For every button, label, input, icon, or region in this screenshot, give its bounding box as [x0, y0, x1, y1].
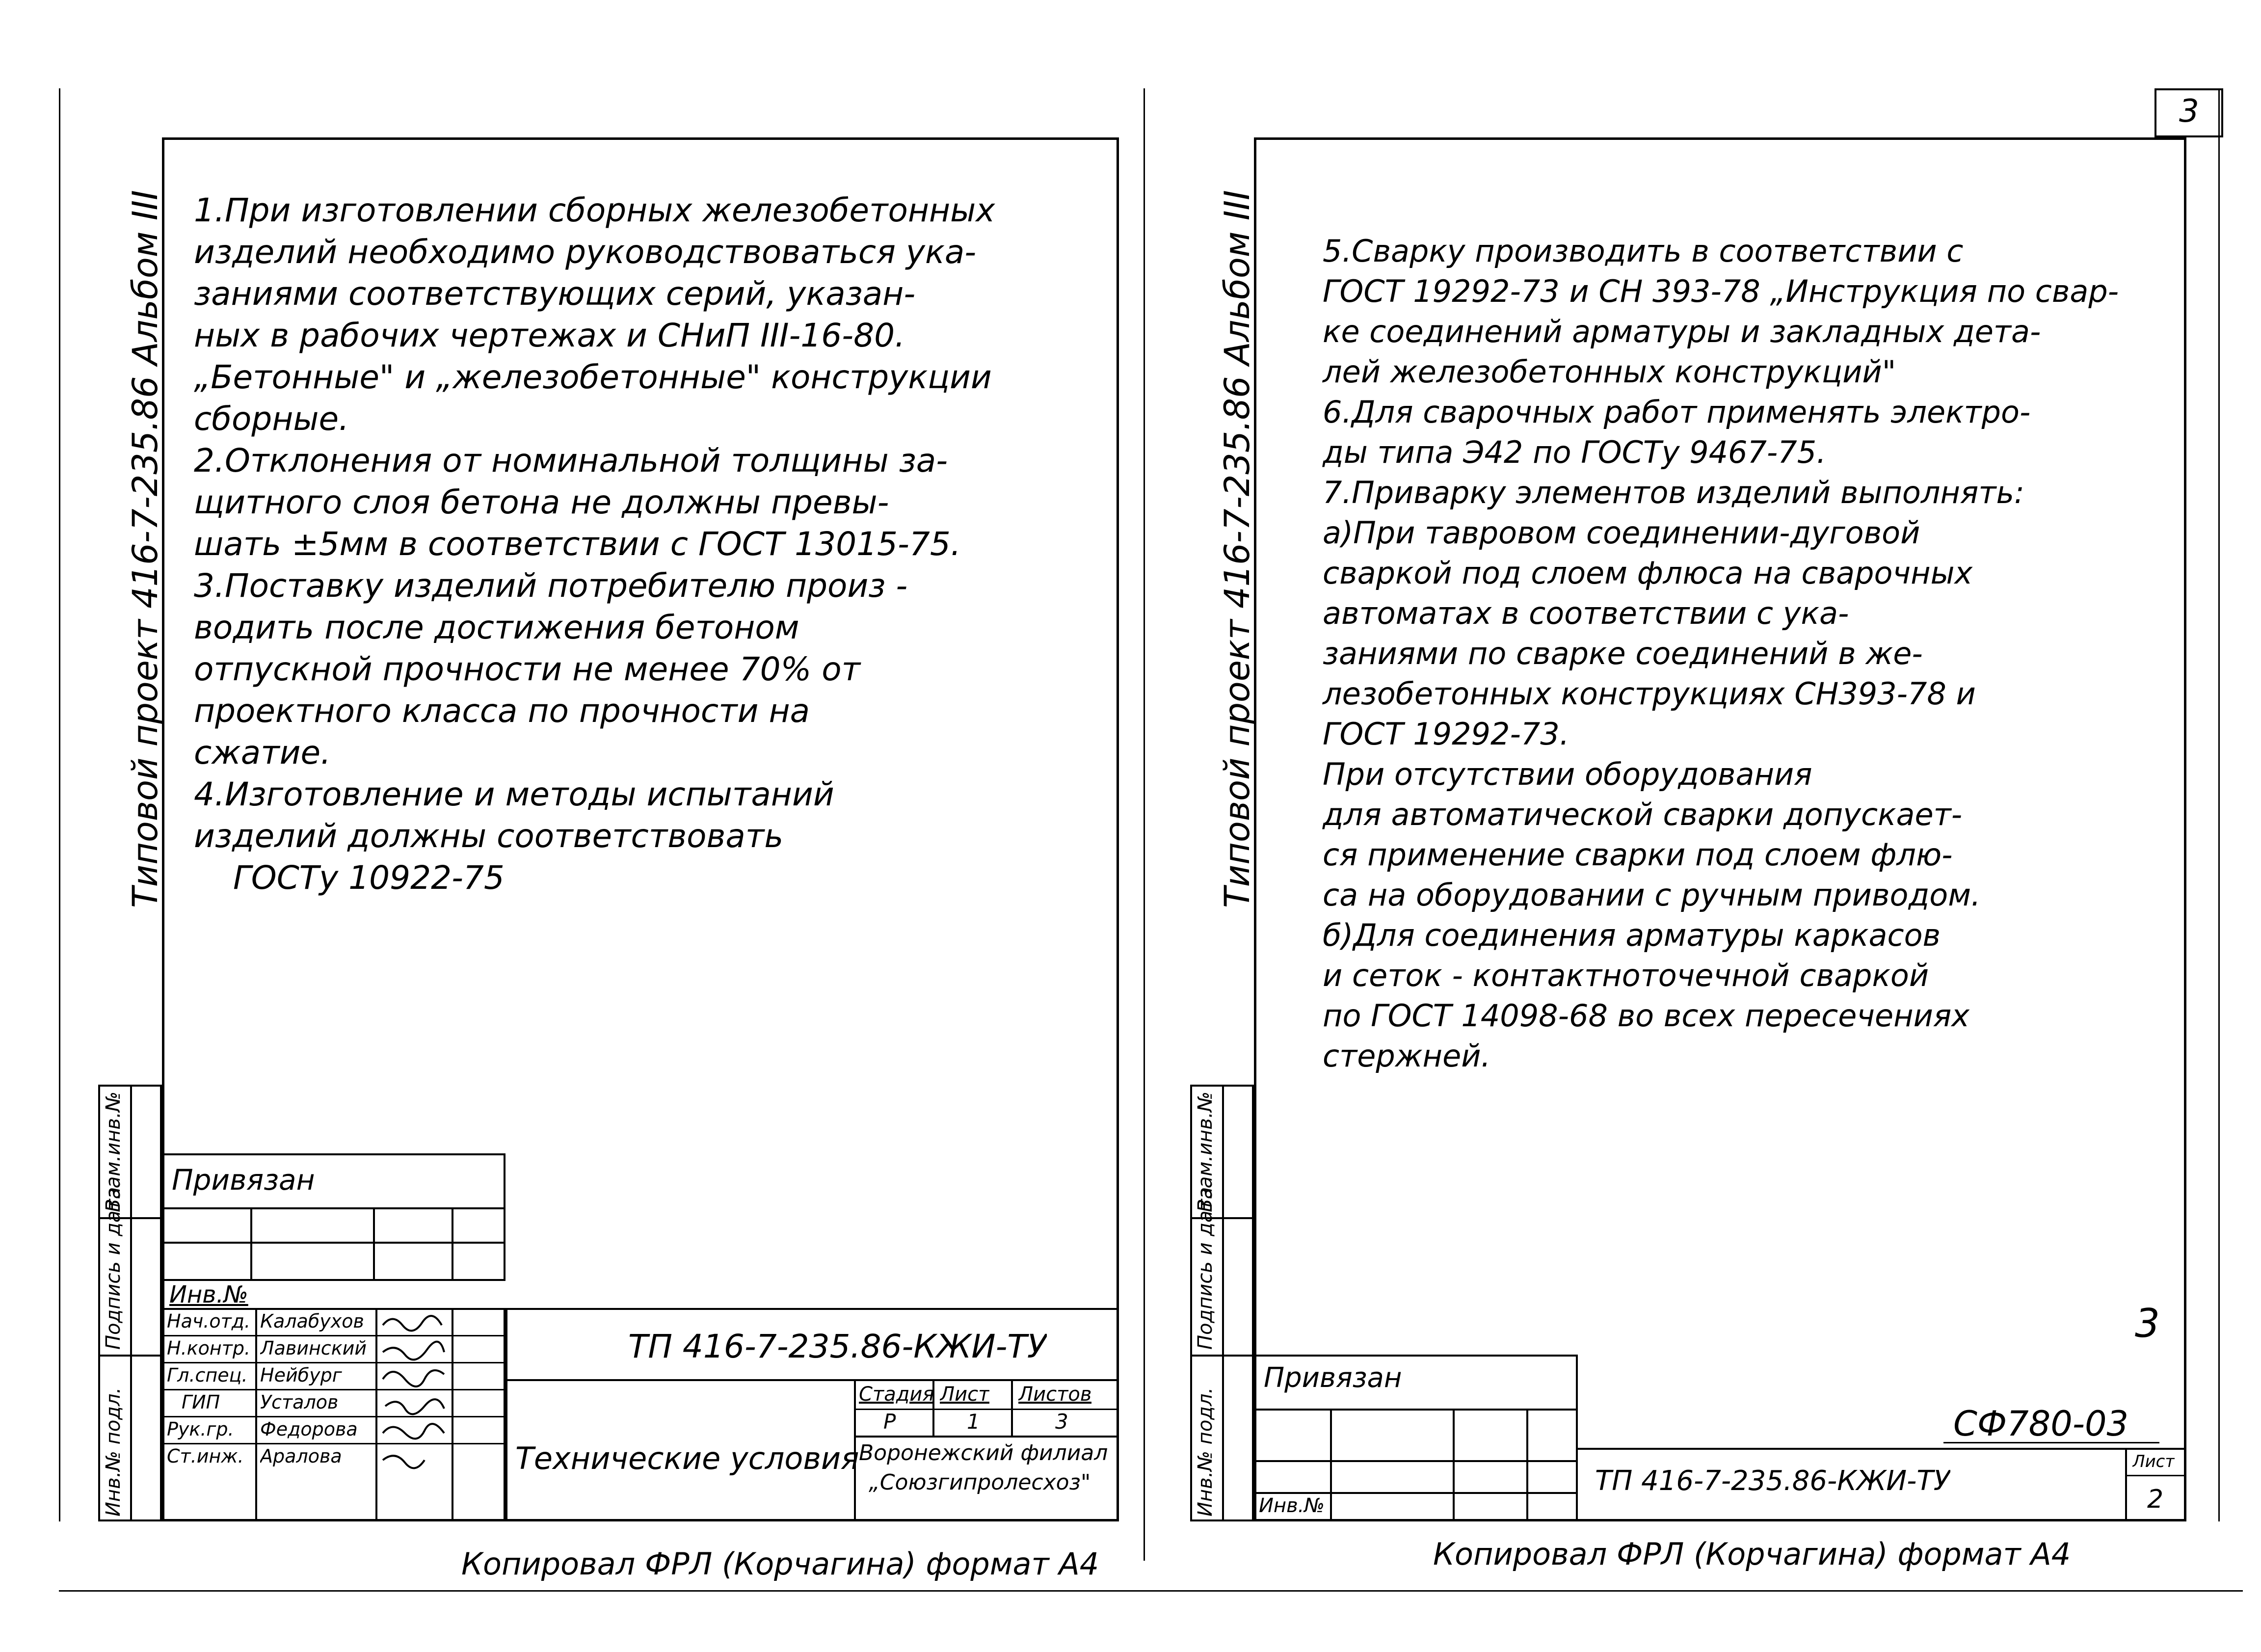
divider	[162, 1207, 505, 1209]
sheets-value: 3	[1055, 1410, 1068, 1434]
text-line: ГОСТу 10922-75	[233, 859, 505, 897]
divider	[375, 1308, 377, 1521]
text-line: б)Для соединения арматуры каркасов	[1323, 917, 1941, 953]
signature-role: Рук.гр.	[167, 1418, 234, 1440]
archive-code: СФ780-03	[1953, 1404, 2129, 1444]
text-line: При отсутствии оборудования	[1323, 756, 1812, 792]
text-line: заниями соответствующих серий, указан-	[194, 275, 916, 313]
divider	[2125, 1448, 2127, 1521]
sheet-value: 1	[967, 1410, 980, 1434]
privyazan-label: Привязан	[1264, 1362, 1402, 1394]
text-line: сваркой под слоем флюса на сварочных	[1323, 555, 1973, 591]
divider	[2125, 1475, 2186, 1476]
divider	[1330, 1409, 1332, 1521]
divider	[162, 1416, 505, 1417]
stamp-side-label: Подпись и дата	[102, 1187, 125, 1350]
text-line: сборные.	[194, 400, 349, 438]
sheet-separator	[1144, 88, 1145, 1561]
signature-name: Нейбург	[260, 1364, 342, 1386]
right-outer-edge	[2218, 88, 2220, 1521]
list-label: Лист	[2132, 1452, 2175, 1471]
text-line: ды типа Э42 по ГОСТу 9467-75.	[1323, 434, 1826, 470]
stage-value: Р	[883, 1410, 896, 1434]
text-line: шать ±5мм в соответствии с ГОСТ 13015-75.	[194, 525, 961, 563]
stamp-side-label: Взам.инв.№	[1194, 1091, 1217, 1212]
org-line-1: Воронежский филиал	[859, 1440, 1108, 1465]
text-line: 4.Изготовление и методы испытаний	[194, 775, 834, 813]
doc-title: Технические условия	[515, 1440, 859, 1476]
text-line: „Бетонные" и „железобетонные" конструкции	[194, 358, 992, 396]
page-mark: 3	[2135, 1301, 2160, 1346]
text-line: стержней.	[1323, 1038, 1491, 1074]
divider	[1526, 1409, 1528, 1521]
divider	[854, 1379, 856, 1521]
text-line: лей железобетонных конструкций"	[1323, 354, 1896, 390]
divider	[130, 1085, 132, 1521]
text-line: сжатие.	[194, 734, 331, 772]
text-line: ся применение сварки под слоем флю-	[1323, 837, 1953, 873]
text-line: лезобетонных конструкциях СН393-78 и	[1323, 676, 1976, 712]
text-line: по ГОСТ 14098-68 во всех пересечениях	[1323, 998, 1969, 1034]
text-line: водить после достижения бетоном	[194, 609, 799, 646]
divider	[162, 1362, 505, 1363]
sheets-label: Листов	[1018, 1383, 1092, 1406]
text-line: 6.Для сварочных работ применять электро-	[1323, 394, 2031, 430]
divider	[255, 1308, 257, 1521]
divider	[1578, 1448, 2186, 1450]
text-line: проектного класса по прочности на	[194, 692, 810, 730]
text-line: ке соединений арматуры и закладных дета-	[1323, 314, 2041, 349]
doc-code: ТП 416-7-235.86-КЖИ-ТУ	[628, 1328, 1047, 1365]
stamp-side-label: Подпись и дата	[1194, 1187, 1217, 1350]
right-body-text	[1323, 233, 2177, 1117]
left-copy-line: Копировал ФРЛ (Корчагина) формат А4	[461, 1546, 1099, 1582]
text-line: и сеток - контактноточечной сваркой	[1323, 958, 1929, 993]
signature-name: Федорова	[260, 1418, 358, 1440]
text-line: ных в рабочих чертежах и СНиП III-16-80.	[194, 317, 905, 354]
signature-name: Усталов	[260, 1391, 339, 1413]
divider	[162, 1242, 505, 1244]
text-line: 1.При изготовлении сборных железобетонных	[194, 191, 995, 229]
divider	[1254, 1492, 1578, 1494]
text-line: заниями по сварке соединений в же-	[1323, 636, 1923, 671]
right-side-label: Типовой проект 416-7-235.86 Альбом III	[1217, 190, 1257, 908]
doc-code: ТП 416-7-235.86-КЖИ-ТУ	[1595, 1465, 1950, 1497]
divider	[1222, 1085, 1224, 1521]
stamp-side-label: Инв.№ подл.	[1194, 1387, 1217, 1517]
signature-name: Калабухов	[260, 1310, 364, 1332]
text-line: 5.Сварку производить в соответствии с	[1323, 233, 1964, 269]
divider	[505, 1379, 1119, 1381]
divider	[452, 1308, 453, 1521]
privyazan-label: Привязан	[172, 1163, 315, 1197]
divider	[162, 1335, 505, 1336]
inv-no-label: Инв.№	[1259, 1494, 1325, 1517]
divider	[1254, 1409, 1578, 1411]
divider	[1943, 1442, 2159, 1443]
signature-scribbles	[378, 1310, 452, 1472]
signature-role: Гл.спец.	[167, 1364, 248, 1386]
stamp-side-label: Взам.инв.№	[102, 1091, 125, 1212]
text-line: для автоматической сварки допускает-	[1323, 797, 1963, 832]
divider	[1254, 1460, 1578, 1462]
text-line: отпускной прочности не менее 70% от	[194, 650, 861, 688]
left-outer-edge	[59, 88, 60, 1521]
stage-label: Стадия	[859, 1383, 934, 1406]
text-line: щитного слоя бетона не должны превы-	[194, 483, 889, 521]
divider	[505, 1308, 1119, 1310]
org-line-2: „Союзгипролесхоз"	[869, 1470, 1091, 1495]
left-side-label: Типовой проект 416-7-235.86 Альбом III	[125, 190, 165, 908]
page-number: 3	[2179, 93, 2199, 130]
signature-name: Лавинский	[260, 1337, 367, 1359]
divider	[1011, 1379, 1013, 1436]
text-line: ГОСТ 19292-73 и СН 393-78 „Инструкция по свар-	[1323, 273, 2119, 309]
divider	[250, 1207, 252, 1281]
left-body-text	[194, 191, 1107, 903]
divider	[505, 1308, 507, 1521]
signature-role: Н.контр.	[167, 1337, 251, 1359]
divider	[452, 1207, 453, 1281]
divider	[854, 1436, 1119, 1438]
signature-role: ГИП	[182, 1391, 220, 1413]
divider	[162, 1389, 505, 1390]
sheet-label: Лист	[940, 1383, 990, 1406]
text-line: автоматах в соответствии с ука-	[1323, 595, 1849, 631]
text-line: ГОСТ 19292-73.	[1323, 716, 1569, 752]
signature-name: Аралова	[260, 1445, 342, 1467]
right-copy-line: Копировал ФРЛ (Корчагина) формат А4	[1433, 1536, 2071, 1572]
signature-role: Нач.отд.	[167, 1310, 251, 1332]
text-line: са на оборудовании с ручным приводом.	[1323, 877, 1981, 913]
divider	[162, 1443, 505, 1444]
text-line: а)При тавровом соединении-дуговой	[1323, 515, 1920, 551]
text-line: 2.Отклонения от номинальной толщины за-	[194, 442, 948, 480]
stamp-side-label: Инв.№ подл.	[102, 1387, 125, 1517]
text-line: изделий необходимо руководствоваться ука-	[194, 233, 977, 271]
text-line: 7.Приварку элементов изделий выполнять:	[1323, 475, 2024, 510]
text-line: 3.Поставку изделий потребителю произ -	[194, 567, 908, 605]
divider	[373, 1207, 375, 1281]
text-line: изделий должны соответствовать	[194, 817, 784, 855]
divider	[1453, 1409, 1455, 1521]
bottom-rule	[59, 1590, 2243, 1592]
list-value: 2	[2147, 1485, 2164, 1514]
signature-role: Ст.инж.	[167, 1445, 244, 1467]
inv-no-label: Инв.№	[169, 1281, 248, 1308]
